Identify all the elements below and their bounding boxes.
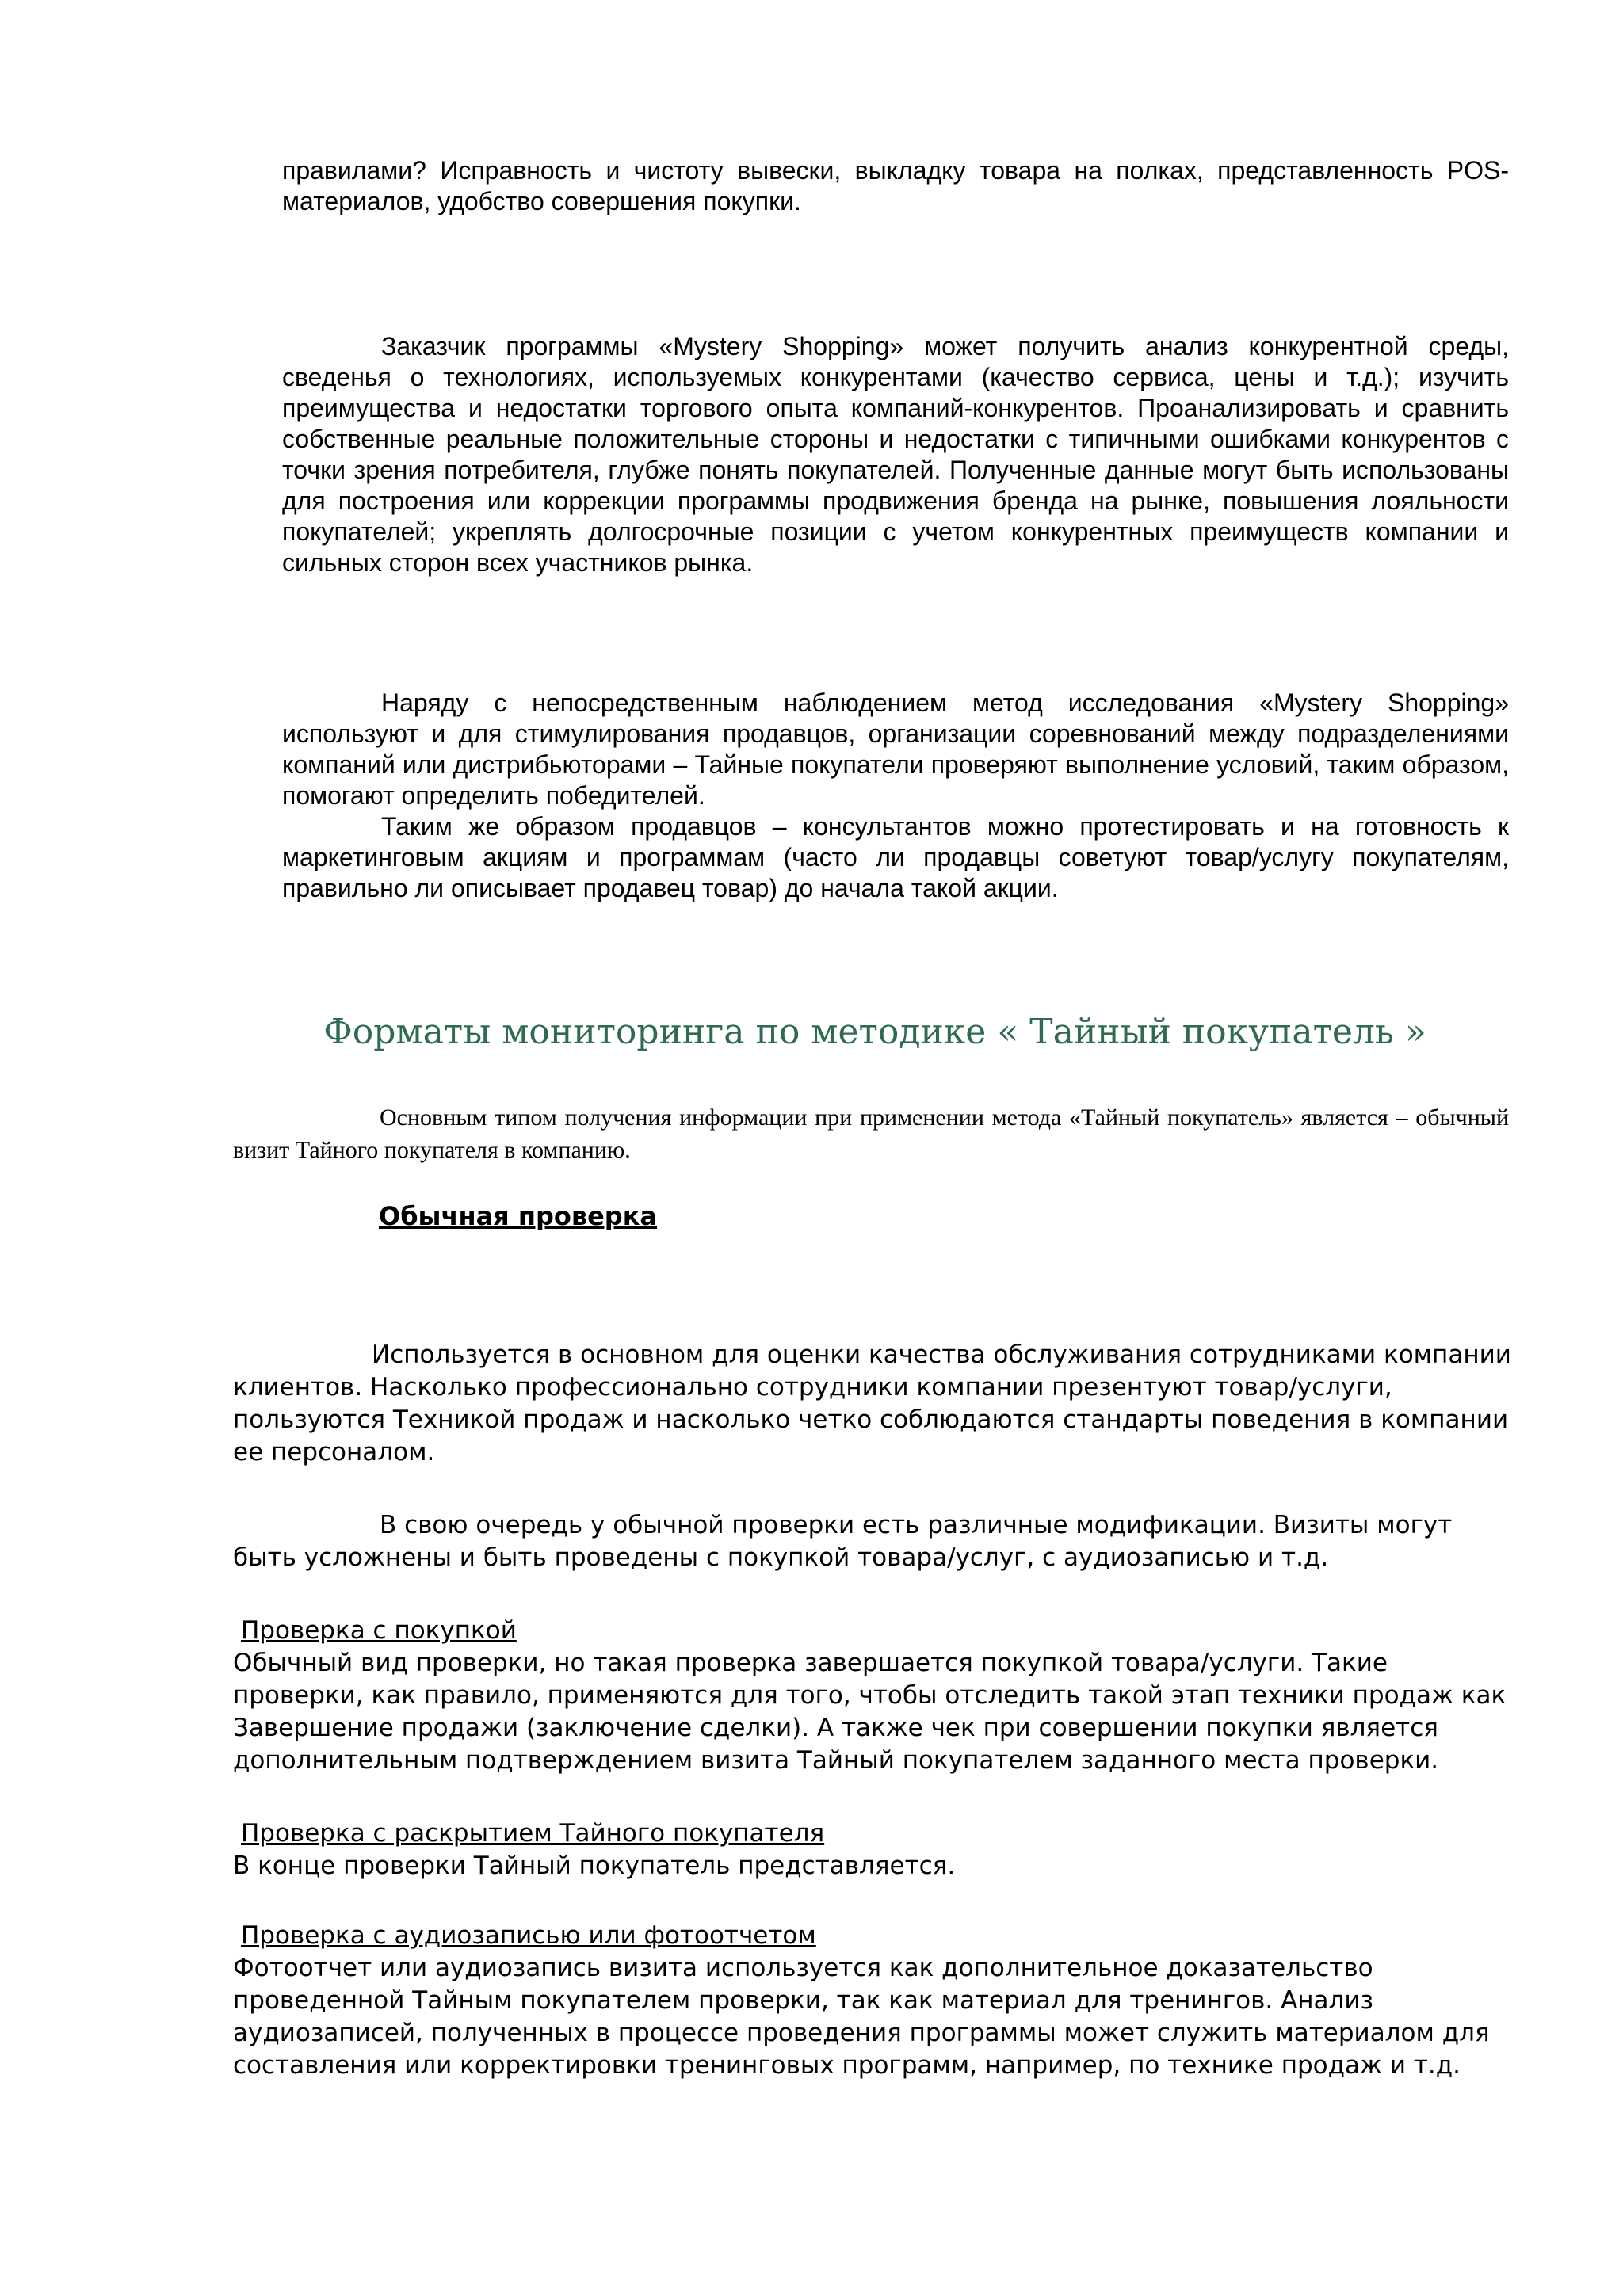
section-heading: Форматы мониторинга по методике « Тайный покупатель »: [323, 1012, 1426, 1052]
subheading-regular-check: Обычная проверка: [379, 1201, 658, 1231]
regular-check-paragraph-2: В свою очередь у обычной проверки есть различные модификации. Визиты могут быть усложнены и быть проведены с покупкой товара/услуг, с аудиозаписью и т.д.: [233, 1511, 1453, 1572]
competitors-paragraph-block: [282, 331, 1509, 578]
reveal-check-title: Проверка с раскрытием Тайного покупателя: [241, 1819, 825, 1848]
regular-check-block-2: [233, 1509, 1517, 1574]
purchase-check-title: Проверка с покупкой: [241, 1616, 517, 1645]
audio-check-block: [233, 1920, 1517, 2082]
stimulation-paragraph-block: [282, 688, 1509, 904]
stimulation-paragraph-2: Таким же образом продавцов – консультантов можно протестировать и на готовность к маркетинговым акциям и программам (часто ли продавцы советуют товар/услугу покупателям, правильно ли описывает продавец товар) до начала такой акции.: [282, 812, 1509, 902]
regular-check-paragraph-1: Используется в основном для оценки качества обслуживания сотрудниками компании клиентов. Насколько профессионально сотрудники компании презентуют товар/услуги, пользуются Техникой продаж и насколько четко соблюдаются стандарты поведения в компании ее персоналом.: [233, 1341, 1511, 1466]
audio-check-text: Фотоотчет или аудиозапись визита используется как дополнительное доказательство проведенной Тайным покупателем проверки, так как материал для тренингов. Анализ аудиозаписей, полученных в процессе проведения программы может служить материалом для составления или корректировки тренинговых программ, например, по технике продаж и т.д.: [233, 1954, 1490, 2080]
stimulation-paragraph-1: Наряду с непосредственным наблюдением метод исследования «Mystery Shopping» используют и для стимулирования продавцов, организации соревнований между подразделениями компаний или дистрибьюторами – Тайные покупатели проверяют выполнение условий, таким образом, помогают определить победителей.: [282, 688, 1509, 810]
competitors-paragraph: Заказчик программы «Mystery Shopping» может получить анализ конкурентной среды, сведенья о технологиях, используемых конкурентами (качество сервиса, цены и т.д.); изучить преимущества и недостатки торгового опыта компаний-конкурентов. Проанализировать и сравнить собственные реальные положительные стороны и недостатки с типичными ошибками конкурентов с точки зрения потребителя, глубже понять покупателей. Полученные данные могут быть использованы для построения или коррекции программы продвижения бренда на рынке, повышения лояльности покупателей; укреплять долгосрочные позиции с учетом конкурентных преимуществ компании и сильных сторон всех участников рынка.: [282, 332, 1509, 577]
purchase-check-text: Обычный вид проверки, но такая проверка завершается покупкой товара/услуги. Такие проверки, как правило, применяются для того, чтобы отследить такой этап техники продаж как Завершение продажи (заключение сделки). А также чек при совершении покупки является дополнительным подтверждением визита Тайный покупателем заданного места проверки.: [233, 1649, 1507, 1775]
reveal-check-block: [233, 1817, 1517, 1882]
purchase-check-block: [233, 1615, 1517, 1777]
intro-paragraph: правилами? Исправность и чистоту вывески, выкладку товара на полках, представленность POS-материалов, удобство совершения покупки.: [282, 156, 1509, 215]
audio-check-title: Проверка с аудиозаписью или фотоотчетом: [241, 1921, 816, 1950]
intro-paragraph-block: [282, 155, 1509, 217]
regular-check-block: [233, 1339, 1517, 1469]
reveal-check-text: В конце проверки Тайный покупатель представляется.: [233, 1852, 956, 1880]
main-type-paragraph: Основным типом получения информации при применении метода «Тайный покупатель» является – обычный визит Тайного покупателя в компанию.: [233, 1104, 1509, 1163]
main-type-paragraph-block: [233, 1101, 1509, 1166]
